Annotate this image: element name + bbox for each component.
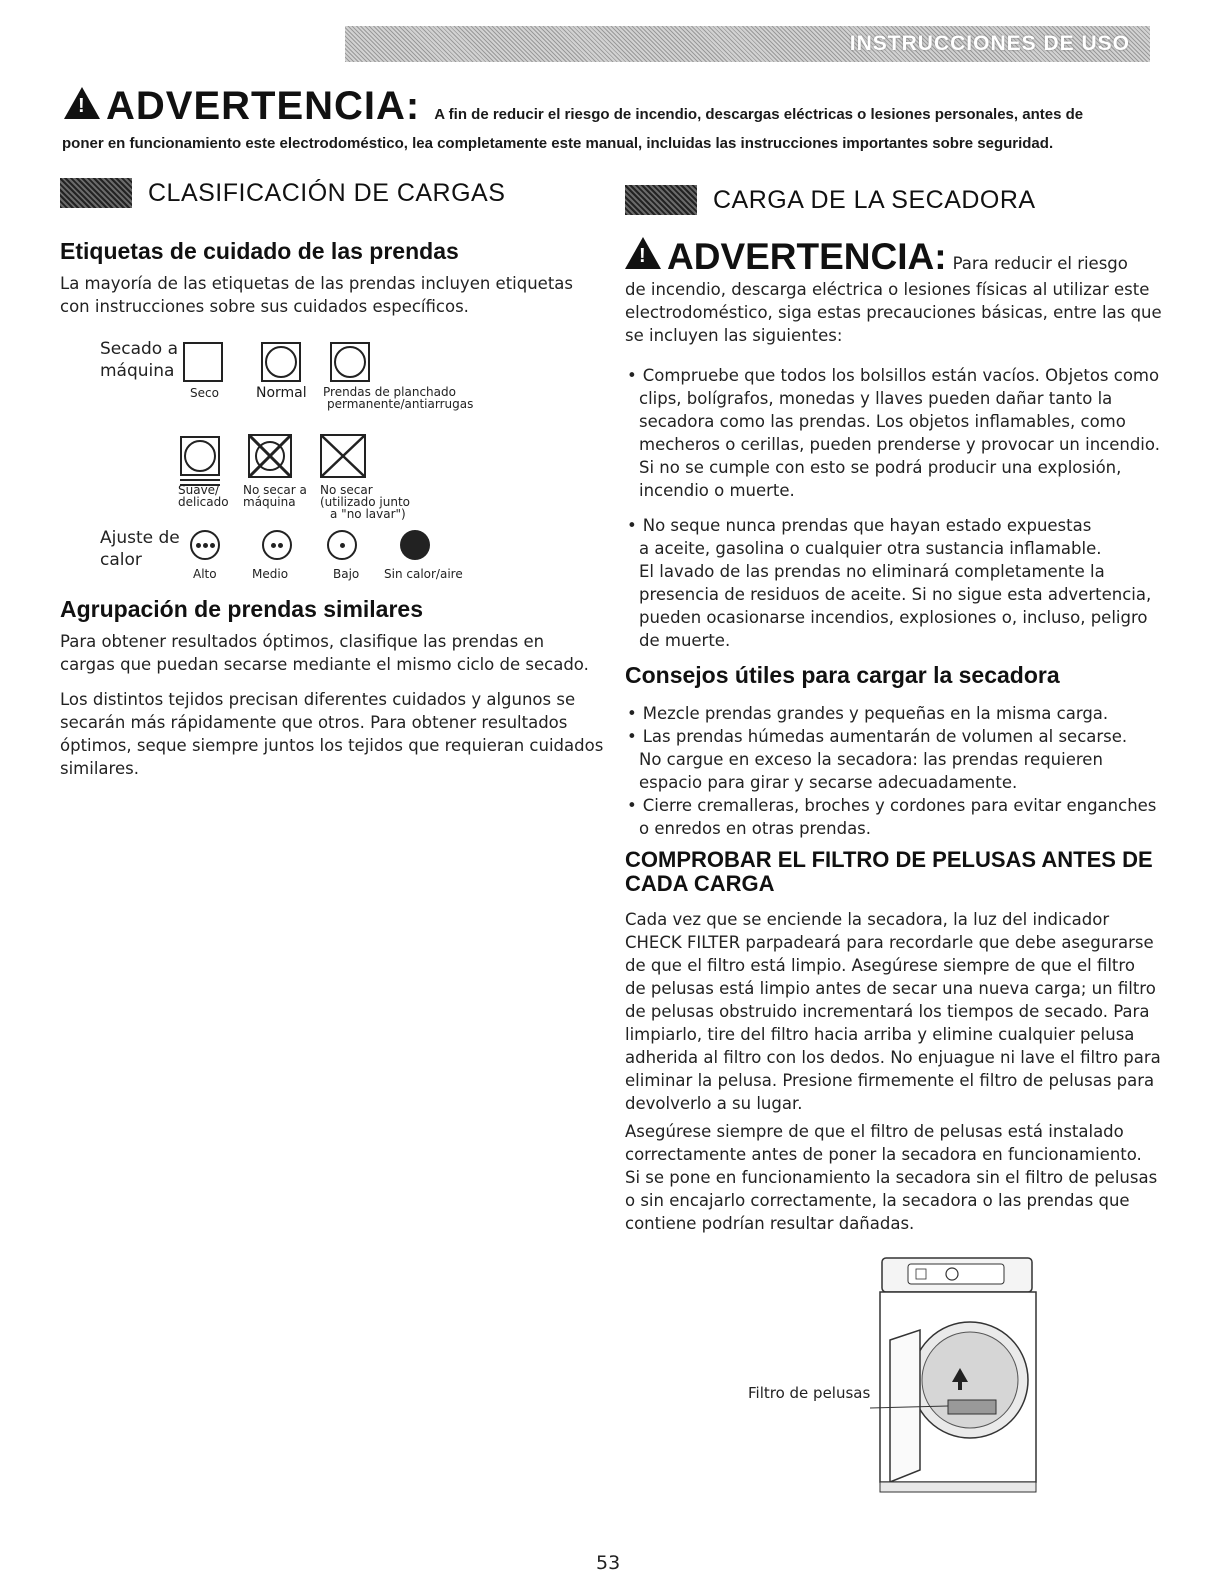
filter-p1-line: adherida al filtro con los dedos. No enjuague ni lave el filtro para [625,1048,1161,1067]
bullet-line: incendio o muerte. [639,481,795,500]
right-warning [625,236,1128,278]
filter-p1 [625,908,1165,1115]
tumble-dry-icon [183,342,223,382]
bullet-line: a aceite, gasolina o cualquier otra sustancia inflamable. [639,539,1102,558]
care-text-line: con instrucciones sobre sus cuidados específicos. [60,297,469,316]
filter-p1-line: devolverlo a su lugar. [625,1094,803,1113]
right-warning-text [625,278,1162,347]
tip-item: • Cierre cremalleras, broches y cordones para evitar enganches [625,794,1165,817]
filter-p2-line: contiene podrían resultar dañadas. [625,1214,915,1233]
no-dry-label [320,484,410,520]
care-heading: Etiquetas de cuidado de las prendas [60,238,459,264]
header-bar [345,26,1150,62]
heat-label-line: Ajuste de [100,528,180,548]
group-p1 [60,630,589,676]
bullet-flammable [625,514,1165,652]
right-warning-line: de incendio, descarga eléctrica o lesiones físicas al utilizar este [625,280,1150,299]
filter-p1-line: de pelusas obstruido incrementará los tiempos de secado. Para [625,1002,1150,1021]
filter-p2-line: o sin encajarlo correctamente, la secadora o las prendas que [625,1191,1130,1210]
filter-p2 [625,1120,1165,1235]
filter-p1-line: eliminar la pelusa. Presione firmemente el filtro de pelusas para [625,1071,1155,1090]
bullet-line: clips, bolígrafos, monedas y llaves pueden dañar tanto la [639,389,1113,408]
no-dry-label-line: a "no lavar") [330,507,406,521]
bullet-line: secadora como las prendas. Los objetos inflamables, como [639,412,1126,431]
filter-callout-label: Filtro de pelusas [748,1384,871,1402]
tumble-dry-normal-icon [261,342,301,382]
tips-heading: Consejos útiles para cargar la secadora [625,662,1060,688]
tip-item: • Las prendas húmedas aumentarán de volumen al secarse. [625,725,1165,748]
filter-heading-line: COMPROBAR EL FILTRO DE PELUSAS ANTES DE [625,847,1153,872]
tumble-dry-gentle-icon [180,436,220,476]
warning-triangle-icon [64,87,100,119]
tip-line: No cargue en exceso la secadora: las prendas requieren [639,750,1103,769]
filter-p1-line: de pelusas está limpio antes de secar una nueva carga; un filtro [625,979,1156,998]
warning-triangle-icon [625,237,661,269]
no-dry-label-line: No secar [320,483,373,497]
right-warning-line: electrodoméstico, siga estas precauciones básicas, entre las que [625,303,1162,322]
heat-high-icon [190,530,220,560]
bullet-line: El lavado de las prendas no eliminará completamente la [639,562,1105,581]
section-title-text: CARGA DE LA SECADORA [713,185,1036,214]
tip-line: o enredos en otras prendas. [639,819,872,838]
machine-dry-label [100,338,178,382]
section-marker-icon [625,185,697,215]
medio-label: Medio [252,567,289,581]
no-machine-dry-label-line: máquina [243,495,296,509]
filter-p2-line: Asegúrese siempre de que el filtro de pelusas está instalado [625,1122,1124,1141]
bullet-line: • Compruebe que todos los bolsillos están vacíos. Objetos como [625,364,1165,387]
right-warning-lead: Para reducir el riesgo [952,254,1128,273]
no-dry-label-line: (utilizado junto [320,495,411,509]
heat-low-icon [327,530,357,560]
tip-line: espacio para girar y secarse adecuadamente. [639,773,1018,792]
section-title-clasificacion [60,178,505,208]
group-heading: Agrupación de prendas similares [60,596,424,622]
filter-p1-line: limpiarlo, tire del filtro hacia arriba y elimine cualquier pelusa [625,1025,1135,1044]
no-machine-dry-label [243,484,307,508]
group-p1-line: cargas que puedan secarse mediante el mismo ciclo de secado. [60,655,589,674]
filter-heading [625,848,1153,896]
bullet-line: • No seque nunca prendas que hayan estado expuestas [625,514,1165,537]
machine-dry-label-line: Secado a [100,339,179,359]
page-number: 53 [596,1552,621,1574]
sin-calor-label: Sin calor/aire [384,567,463,581]
filter-p2-line: correctamente antes de poner la secadora en funcionamiento. [625,1145,1142,1164]
tips-list [625,702,1165,840]
filter-p2-line: Si se pone en funcionamiento la secadora sin el filtro de pelusas [625,1168,1158,1187]
care-text-line: La mayoría de las etiquetas de las prendas incluyen etiquetas [60,274,574,293]
no-machine-dry-label-line: No secar a [243,483,307,497]
top-warning [64,84,1174,152]
machine-dry-label-line: máquina [100,361,175,381]
bullet-pockets [625,364,1165,502]
section-title-carga [625,185,1036,215]
filter-p1-line: Cada vez que se enciende la secadora, la luz del indicador [625,910,1110,929]
bullet-line: presencia de residuos de aceite. Si no sigue esta advertencia, [639,585,1152,604]
do-not-dry-icon [320,434,366,478]
right-warning-line: se incluyen las siguientes: [625,326,843,345]
right-warning-word: ADVERTENCIA: [667,236,947,277]
normal-label: Normal [256,385,307,401]
care-text [60,272,573,318]
bullet-line: de muerte. [639,631,731,650]
alto-label: Alto [193,567,217,581]
bullet-line: Si no se cumple con esto se podrá producir una explosión, [639,458,1122,477]
tumble-dry-perm-press-icon [330,342,370,382]
do-not-tumble-dry-icon [248,434,292,478]
heat-label-line: calor [100,550,142,570]
filter-p1-line: de que el filtro está limpio. Asegúrese siempre de que el filtro [625,956,1135,975]
top-warning-line1: A fin de reducir el riesgo de incendio, descargas eléctricas o lesiones personales, antes de [434,106,1084,123]
perm-press-label [323,386,473,410]
header-bar-label: INSTRUCCIONES DE USO [849,32,1130,55]
seco-label: Seco [190,386,219,400]
group-p2-line: óptimos, seque siempre juntos los tejidos que requieran cuidados [60,736,604,755]
group-p1-line: Para obtener resultados óptimos, clasifique las prendas en [60,632,545,651]
gentle-label-line: delicado [178,495,229,509]
heat-label [100,527,180,571]
tip-item: • Mezcle prendas grandes y pequeñas en la misma carga. [625,702,1165,725]
filter-heading-line: CADA CARGA [625,871,775,896]
top-warning-word: ADVERTENCIA: [106,84,421,128]
gentle-underline-1 [180,479,220,481]
gentle-label-line: Suave/ [178,483,220,497]
group-p2-line: similares. [60,759,139,778]
bullet-line: mecheros o cerillas, pueden prenderse y provocar un incendio. [639,435,1160,454]
top-warning-line2: poner en funcionamiento este electrodoméstico, lea completamente este manual, incluidas las instrucciones importantes sobre seguridad. [62,135,1054,152]
perm-press-label-line: permanente/antiarrugas [327,397,474,411]
section-title-text: CLASIFICACIÓN DE CARGAS [148,178,506,207]
dryer-illustration [860,1250,1050,1500]
bajo-label: Bajo [333,567,360,581]
perm-press-label-line: Prendas de planchado [323,385,456,399]
group-p2-line: Los distintos tejidos precisan diferentes cuidados y algunos se [60,690,576,709]
group-p2-line: secarán más rápidamente que otros. Para obtener resultados [60,713,568,732]
group-p2 [60,688,603,780]
filter-p1-line: CHECK FILTER parpadeará para recordarle que debe asegurarse [625,933,1154,952]
bullet-line: pueden ocasionarse incendios, explosiones o, incluso, peligro [639,608,1148,627]
no-heat-icon [400,530,430,560]
section-marker-icon [60,178,132,208]
heat-medium-icon [262,530,292,560]
gentle-label [178,484,229,508]
